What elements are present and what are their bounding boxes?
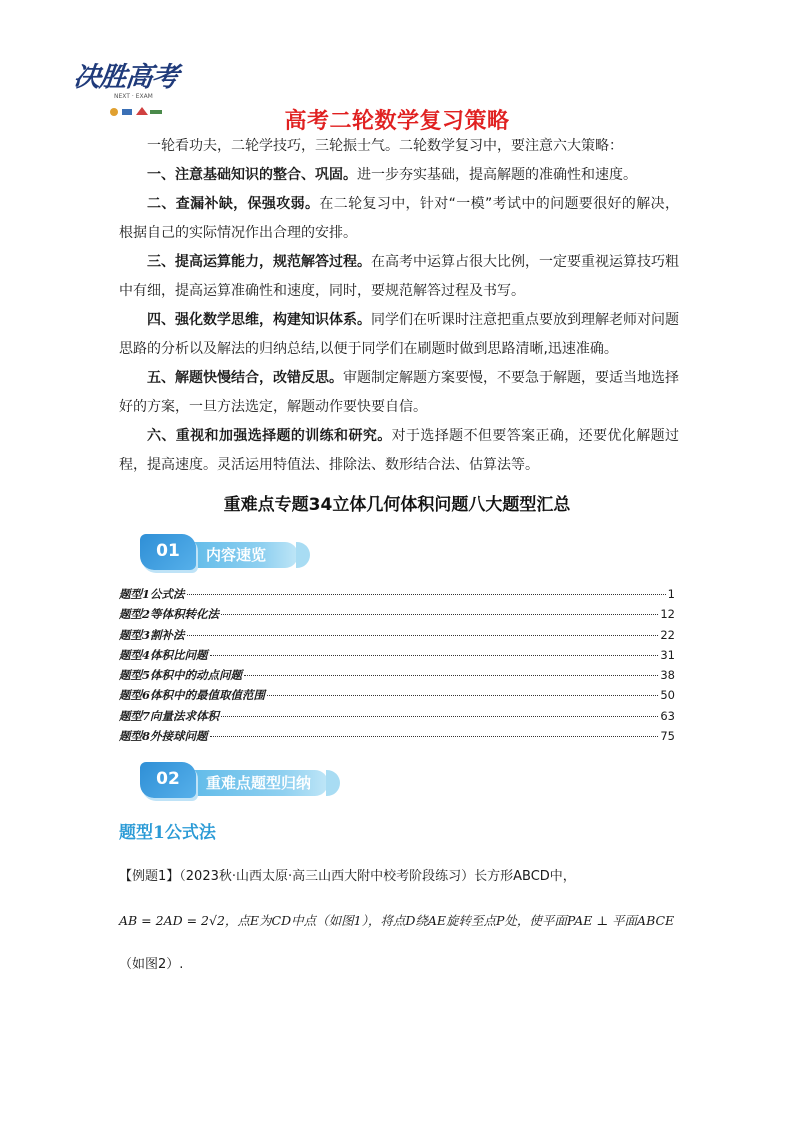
section-heading: 题型1公式法 xyxy=(119,823,216,843)
toc-item[interactable] xyxy=(119,606,675,626)
toc-item[interactable] xyxy=(119,647,675,667)
toc-item-label: 题型1公式法 xyxy=(119,587,185,601)
strategy-heading: 一、注意基础知识的整合、巩固。 xyxy=(147,167,357,183)
banner-bar-end xyxy=(296,542,310,568)
strategy-heading: 二、查漏补缺，保强攻弱。 xyxy=(147,196,320,212)
toc-item-page: 38 xyxy=(660,668,675,683)
strategy-text: 审题制定解题方案要慢，不要急于解题，要适当地选择好的方案，一旦方法选定，解题动作要快要自信。 xyxy=(119,370,679,415)
strategy-6 xyxy=(119,422,679,480)
toc-item-label: 题型4体积比问题 xyxy=(119,647,208,662)
toc-item-label: 题型5体积中的动点问题 xyxy=(119,668,243,683)
example-line-3: （如图2）. xyxy=(119,957,184,972)
toc-leader xyxy=(267,695,658,696)
strategy-text: 同学们在听课时注意把重点要放到理解老师对问题思路的分析以及解法的归纳总结,以便于同学们在刷题时做到思路清晰,迅速准确。 xyxy=(119,312,679,357)
strategy-1 xyxy=(119,161,679,190)
toc-item-page: 75 xyxy=(660,729,675,744)
page-title: 高考二轮数学复习策略 xyxy=(284,109,510,134)
logo-subtext: NEXT · EXAM xyxy=(114,93,153,100)
toc-item[interactable] xyxy=(119,708,675,728)
strategy-heading: 三、提高运算能力，规范解答过程。 xyxy=(147,254,371,270)
banner-number: 02 xyxy=(140,762,196,798)
strategy-heading: 五、解题快慢结合，改错反思。 xyxy=(147,370,343,386)
banner-label: 内容速览 xyxy=(206,546,267,564)
toc-item[interactable] xyxy=(119,667,675,687)
section-banner-types xyxy=(128,762,368,802)
toc-leader xyxy=(210,655,659,656)
example-line-1: 【例题1】（2023秋·山西太原·高三山西大附中校考阶段练习）长方形ABCD中， xyxy=(119,869,576,884)
strategy-4 xyxy=(119,306,679,364)
toc-leader xyxy=(221,614,658,615)
toc-item[interactable] xyxy=(119,586,675,606)
strategy-heading: 六、重视和加强选择题的训练和研究。 xyxy=(147,428,392,444)
intro-paragraph: 一轮看功夫，二轮学技巧，三轮振士气。二轮数学复习中，要注意六大策略： xyxy=(147,138,623,154)
toc-leader xyxy=(244,675,658,676)
toc-item-label: 题型2等体积转化法 xyxy=(119,607,220,622)
banner-number: 01 xyxy=(140,534,196,570)
toc-leader xyxy=(210,736,659,737)
toc-item-page: 12 xyxy=(660,607,675,622)
logo-text: 决胜高考 xyxy=(72,62,180,93)
strategy-text: 对于选择题不但要答案正确，还要优化解题过程，提高速度。灵活运用特值法、排除法、数形结合法、估算法等。 xyxy=(119,428,680,473)
toc-item-page: 1 xyxy=(667,587,675,601)
toc-item-label: 题型8外接球问题 xyxy=(119,729,208,744)
toc-item-label: 题型7向量法求体积 xyxy=(119,708,220,723)
toc-item[interactable] xyxy=(119,687,675,707)
strategy-3 xyxy=(119,248,679,306)
strategy-text: 进一步夯实基础，提高解题的准确性和速度。 xyxy=(357,167,637,183)
toc-item-page: 50 xyxy=(660,688,675,703)
toc-item[interactable] xyxy=(119,728,675,748)
strategy-2 xyxy=(119,190,679,248)
toc-item-label: 题型3割补法 xyxy=(119,627,185,642)
strategy-text: 在高考中运算占很大比例，一定要重视运算技巧粗中有细，提高运算准确性和速度，同时，要规范解答过程及书写。 xyxy=(119,254,679,299)
example-line-2: AB = 2AD = 2√2，点E为CD中点（如图1），将点D绕AE旋转至点P处，使平面PAE ⊥ 平面ABCE xyxy=(119,913,675,928)
banner-label: 重难点题型归纳 xyxy=(206,774,312,792)
toc-item-page: 63 xyxy=(660,708,675,723)
toc-item[interactable] xyxy=(119,627,675,647)
toc-leader xyxy=(221,716,658,717)
topic-title: 重难点专题34立体几何体积问题八大题型汇总 xyxy=(223,495,571,515)
toc-item-page: 31 xyxy=(660,647,675,662)
table-of-contents xyxy=(119,586,675,748)
banner-bar-end xyxy=(326,770,340,796)
strategy-text: 在二轮复习中，针对“一模”考试中的问题要很好的解决，根据自己的实际情况作出合理的安排。 xyxy=(119,196,679,241)
strategy-5 xyxy=(119,364,679,422)
toc-item-label: 题型6体积中的最值取值范围 xyxy=(119,688,266,703)
toc-leader xyxy=(187,635,659,636)
strategy-heading: 四、强化数学思维，构建知识体系。 xyxy=(147,312,371,328)
toc-leader xyxy=(187,594,666,595)
section-banner-contents xyxy=(128,534,368,574)
toc-item-page: 22 xyxy=(660,627,675,642)
